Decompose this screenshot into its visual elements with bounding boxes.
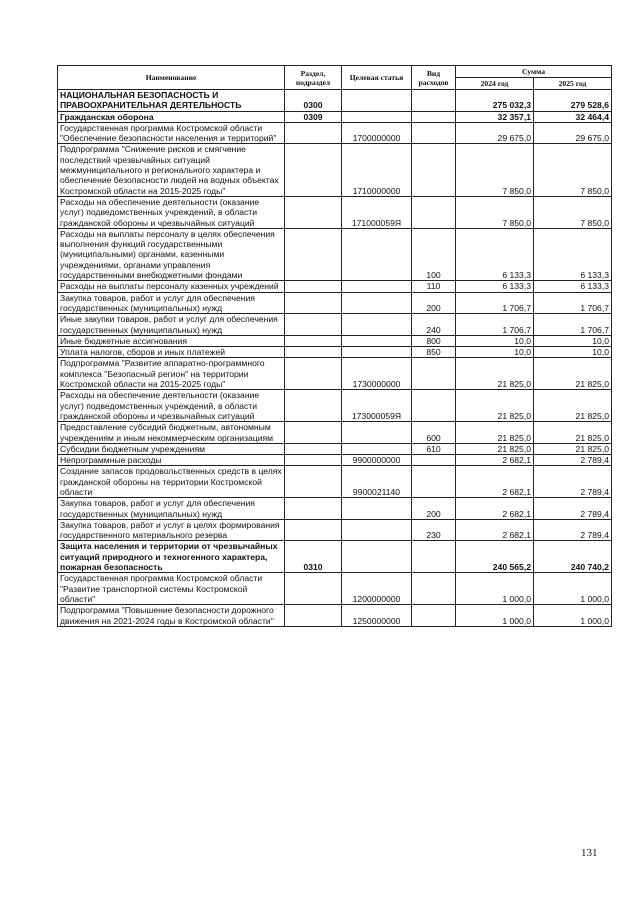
row-name: Иные бюджетные ассигнования (58, 335, 285, 346)
row-name: Субсидии бюджетным учреждениям (58, 443, 285, 454)
table-row (58, 443, 612, 454)
row-article: 1710000000 (342, 144, 412, 196)
row-sum-2025: 29 675,0 (534, 122, 612, 144)
table-row (58, 90, 612, 112)
row-sum-2024: 2 682,1 (456, 498, 534, 520)
row-article (342, 347, 412, 358)
table-row (58, 335, 612, 346)
row-section (285, 422, 342, 444)
table-row (58, 122, 612, 144)
table-row (58, 422, 612, 444)
row-sum-2024: 2 682,1 (456, 455, 534, 466)
row-name: Расходы на выплаты персоналу казенных учреждений (58, 281, 285, 292)
row-vid: 600 (412, 422, 456, 444)
row-name: Государственная программа Костромской области "Обеспечение безопасности населения и территорий" (58, 122, 285, 144)
row-section: 0300 (285, 90, 342, 112)
row-name: Подпрограмма "Повышение безопасности дорожного движения на 2021-2024 годы в Костромской области" (58, 605, 285, 627)
row-vid (412, 358, 456, 390)
row-sum-2025: 2 789,4 (534, 455, 612, 466)
row-vid: 610 (412, 443, 456, 454)
row-sum-2025: 32 464,4 (534, 111, 612, 122)
row-sum-2024: 2 682,1 (456, 519, 534, 541)
row-sum-2024: 275 032,3 (456, 90, 534, 112)
row-sum-2025: 279 528,6 (534, 90, 612, 112)
row-sum-2025: 10,0 (534, 335, 612, 346)
row-article (342, 228, 412, 280)
row-vid (412, 90, 456, 112)
row-section (285, 292, 342, 314)
row-section (285, 122, 342, 144)
row-section (285, 347, 342, 358)
row-article (342, 498, 412, 520)
row-section (285, 228, 342, 280)
col-header-sum: Сумма (456, 66, 612, 78)
row-sum-2025: 7 850,0 (534, 196, 612, 228)
row-section (285, 358, 342, 390)
row-vid (412, 541, 456, 573)
row-vid (412, 466, 456, 498)
row-sum-2024: 7 850,0 (456, 144, 534, 196)
row-article (342, 443, 412, 454)
row-article: 1730000000 (342, 358, 412, 390)
row-section (285, 455, 342, 466)
table-row (58, 228, 612, 280)
row-article: 9900021140 (342, 466, 412, 498)
row-section (285, 605, 342, 627)
row-section: 0310 (285, 541, 342, 573)
row-article: 1250000000 (342, 605, 412, 627)
row-article: 171000059Я (342, 196, 412, 228)
table-row (58, 455, 612, 466)
row-vid: 240 (412, 314, 456, 336)
row-name: Создание запасов продовольственных средств в целях гражданской обороны на территории Костромской области (58, 466, 285, 498)
row-name: Государственная программа Костромской области "Развитие транспортной системы Костромской области" (58, 573, 285, 605)
row-article (342, 111, 412, 122)
row-sum-2024: 10,0 (456, 335, 534, 346)
table-row (58, 281, 612, 292)
row-vid: 230 (412, 519, 456, 541)
row-sum-2025: 1 000,0 (534, 605, 612, 627)
row-sum-2025: 21 825,0 (534, 443, 612, 454)
row-name: Закупка товаров, работ и услуг в целях формирования государственного материального резерва (58, 519, 285, 541)
row-section (285, 281, 342, 292)
row-sum-2025: 1 706,7 (534, 314, 612, 336)
row-name: Расходы на обеспечение деятельности (оказание услуг) подведомственных учреждений, в области гражданской обороны и чрезвычайных ситуаций (58, 390, 285, 422)
row-sum-2025: 7 850,0 (534, 144, 612, 196)
row-sum-2024: 29 675,0 (456, 122, 534, 144)
table-row (58, 390, 612, 422)
table-row (58, 541, 612, 573)
row-section (285, 196, 342, 228)
row-section (285, 314, 342, 336)
row-sum-2024: 32 357,1 (456, 111, 534, 122)
row-article (342, 292, 412, 314)
row-section (285, 443, 342, 454)
row-sum-2024: 21 825,0 (456, 422, 534, 444)
row-section (285, 335, 342, 346)
row-sum-2024: 1 000,0 (456, 573, 534, 605)
row-vid (412, 122, 456, 144)
row-sum-2024: 21 825,0 (456, 443, 534, 454)
col-header-section: Раздел, подраздел (285, 66, 342, 90)
row-sum-2024: 6 133,3 (456, 228, 534, 280)
row-section (285, 498, 342, 520)
col-header-article: Целевая статья (342, 66, 412, 90)
table-row (58, 196, 612, 228)
row-sum-2024: 1 000,0 (456, 605, 534, 627)
row-name: Непрограммные расходы (58, 455, 285, 466)
row-name: Гражданская оборона (58, 111, 285, 122)
row-sum-2025: 10,0 (534, 347, 612, 358)
budget-table (57, 65, 612, 627)
row-vid: 800 (412, 335, 456, 346)
row-sum-2025: 6 133,3 (534, 228, 612, 280)
row-sum-2024: 21 825,0 (456, 358, 534, 390)
row-name: НАЦИОНАЛЬНАЯ БЕЗОПАСНОСТЬ И ПРАВООХРАНИТЕЛЬНАЯ ДЕЯТЕЛЬНОСТЬ (58, 90, 285, 112)
row-article: 1200000000 (342, 573, 412, 605)
row-article: 1700000000 (342, 122, 412, 144)
row-vid (412, 455, 456, 466)
row-name: Расходы на выплаты персоналу в целях обеспечения выполнения функций государственными (муниципальными) органами, казенными учреждениями, органами управления государственными внебюджетными фондами (58, 228, 285, 280)
table-row (58, 519, 612, 541)
row-vid (412, 605, 456, 627)
table-row (58, 466, 612, 498)
row-vid: 200 (412, 498, 456, 520)
table-row (58, 314, 612, 336)
row-article: 9900000000 (342, 455, 412, 466)
row-name: Расходы на обеспечение деятельности (оказание услуг) подведомственных учреждений, в области гражданской обороны и чрезвычайных ситуаций (58, 196, 285, 228)
row-section: 0309 (285, 111, 342, 122)
row-sum-2025: 2 789,4 (534, 519, 612, 541)
table-header (58, 66, 612, 90)
row-sum-2025: 2 789,4 (534, 466, 612, 498)
row-sum-2025: 240 740,2 (534, 541, 612, 573)
table-row (58, 358, 612, 390)
row-section (285, 573, 342, 605)
row-sum-2025: 2 789,4 (534, 498, 612, 520)
table-row (58, 498, 612, 520)
row-sum-2025: 1 706,7 (534, 292, 612, 314)
row-vid (412, 196, 456, 228)
col-header-2025: 2025 год (534, 78, 612, 90)
row-vid: 100 (412, 228, 456, 280)
row-sum-2024: 7 850,0 (456, 196, 534, 228)
row-vid: 110 (412, 281, 456, 292)
page-number: 131 (581, 847, 598, 859)
row-sum-2025: 6 133,3 (534, 281, 612, 292)
row-name: Подпрограмма "Снижение рисков и смягчение последствий чрезвычайных ситуаций межмуниципального и регионального характера и обеспечение безопасности людей на водных объектах Костромской области на 2015-2025 годы" (58, 144, 285, 196)
row-sum-2025: 21 825,0 (534, 390, 612, 422)
table-body (58, 90, 612, 627)
row-sum-2024: 10,0 (456, 347, 534, 358)
row-name: Уплата налогов, сборов и иных платежей (58, 347, 285, 358)
col-header-2024: 2024 год (456, 78, 534, 90)
row-vid (412, 144, 456, 196)
row-sum-2024: 2 682,1 (456, 466, 534, 498)
table-row (58, 144, 612, 196)
row-name: Закупка товаров, работ и услуг для обеспечения государственных (муниципальных) нужд (58, 498, 285, 520)
row-sum-2025: 1 000,0 (534, 573, 612, 605)
row-vid: 200 (412, 292, 456, 314)
row-section (285, 466, 342, 498)
row-sum-2024: 21 825,0 (456, 390, 534, 422)
row-vid (412, 573, 456, 605)
row-vid (412, 111, 456, 122)
table-row (58, 605, 612, 627)
row-name: Закупка товаров, работ и услуг для обеспечения государственных (муниципальных) нужд (58, 292, 285, 314)
row-section (285, 390, 342, 422)
row-sum-2024: 240 565,2 (456, 541, 534, 573)
row-name: Иные закупки товаров, работ и услуг для обеспечения государственных (муниципальных) нужд (58, 314, 285, 336)
row-sum-2024: 1 706,7 (456, 314, 534, 336)
row-sum-2025: 21 825,0 (534, 422, 612, 444)
row-name: Защита населения и территории от чрезвычайных ситуаций природного и техногенного характера, пожарная безопасность (58, 541, 285, 573)
table-row (58, 347, 612, 358)
row-article (342, 519, 412, 541)
row-vid (412, 390, 456, 422)
row-section (285, 144, 342, 196)
row-sum-2024: 6 133,3 (456, 281, 534, 292)
row-article (342, 335, 412, 346)
table-row (58, 292, 612, 314)
row-article: 173000059Я (342, 390, 412, 422)
row-sum-2024: 1 706,7 (456, 292, 534, 314)
row-section (285, 519, 342, 541)
row-name: Подпрограмма "Развитие аппаратно-программного комплекса "Безопасный регион" на территории Костромской области на 2015-2025 годы" (58, 358, 285, 390)
table-row (58, 111, 612, 122)
row-article (342, 314, 412, 336)
row-article (342, 281, 412, 292)
row-article (342, 422, 412, 444)
col-header-name: Наименование (58, 66, 285, 90)
row-article (342, 541, 412, 573)
col-header-vid: Вид расходов (412, 66, 456, 90)
table-row (58, 573, 612, 605)
row-article (342, 90, 412, 112)
row-name: Предоставление субсидий бюджетным, автономным учреждениям и иным некоммерческим организациям (58, 422, 285, 444)
row-vid: 850 (412, 347, 456, 358)
row-sum-2025: 21 825,0 (534, 358, 612, 390)
